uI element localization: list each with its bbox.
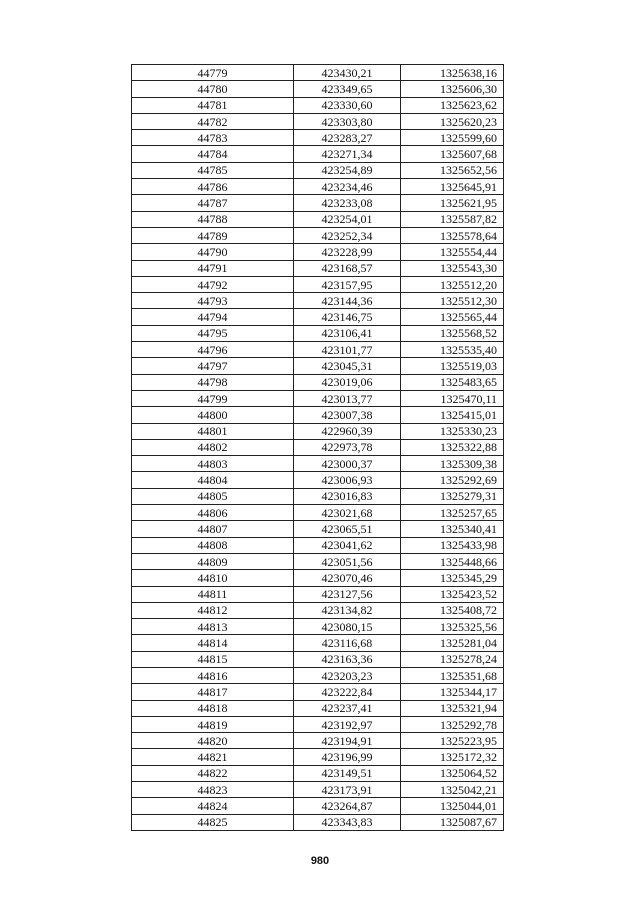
x-coordinate-cell: 423234,46	[294, 179, 401, 195]
point-number-cell: 44815	[132, 651, 294, 667]
y-coordinate-cell: 1325623,62	[401, 97, 504, 113]
table-row	[132, 309, 504, 325]
table-row	[132, 358, 504, 374]
point-number-cell: 44780	[132, 81, 294, 97]
table-row	[132, 293, 504, 309]
table-row	[132, 619, 504, 635]
y-coordinate-cell: 1325535,40	[401, 342, 504, 358]
y-coordinate-cell: 1325638,16	[401, 65, 504, 81]
table-row	[132, 390, 504, 406]
y-coordinate-cell: 1325512,30	[401, 293, 504, 309]
x-coordinate-cell: 423016,83	[294, 488, 401, 504]
y-coordinate-cell: 1325281,04	[401, 635, 504, 651]
y-coordinate-cell: 1325470,11	[401, 390, 504, 406]
y-coordinate-cell: 1325408,72	[401, 602, 504, 618]
y-coordinate-cell: 1325543,30	[401, 260, 504, 276]
x-coordinate-cell: 423343,83	[294, 814, 401, 830]
point-number-cell: 44785	[132, 162, 294, 178]
point-number-cell: 44789	[132, 227, 294, 243]
y-coordinate-cell: 1325415,01	[401, 407, 504, 423]
x-coordinate-cell: 423173,91	[294, 782, 401, 798]
point-number-cell: 44816	[132, 667, 294, 683]
table-row	[132, 733, 504, 749]
x-coordinate-cell: 423203,23	[294, 667, 401, 683]
point-number-cell: 44800	[132, 407, 294, 423]
table-row	[132, 146, 504, 162]
point-number-cell: 44817	[132, 684, 294, 700]
y-coordinate-cell: 1325606,30	[401, 81, 504, 97]
y-coordinate-cell: 1325044,01	[401, 798, 504, 814]
point-number-cell: 44819	[132, 716, 294, 732]
x-coordinate-cell: 423271,34	[294, 146, 401, 162]
table-row	[132, 749, 504, 765]
x-coordinate-cell: 423157,95	[294, 276, 401, 292]
point-number-cell: 44821	[132, 749, 294, 765]
table-row	[132, 342, 504, 358]
x-coordinate-cell: 423013,77	[294, 390, 401, 406]
x-coordinate-cell: 422960,39	[294, 423, 401, 439]
point-number-cell: 44824	[132, 798, 294, 814]
point-number-cell: 44811	[132, 586, 294, 602]
y-coordinate-cell: 1325172,32	[401, 749, 504, 765]
x-coordinate-cell: 423127,56	[294, 586, 401, 602]
point-number-cell: 44802	[132, 439, 294, 455]
y-coordinate-cell: 1325483,65	[401, 374, 504, 390]
point-number-cell: 44779	[132, 65, 294, 81]
y-coordinate-cell: 1325279,31	[401, 488, 504, 504]
y-coordinate-cell: 1325042,21	[401, 782, 504, 798]
point-number-cell: 44787	[132, 195, 294, 211]
x-coordinate-cell: 423192,97	[294, 716, 401, 732]
x-coordinate-cell: 423101,77	[294, 342, 401, 358]
y-coordinate-cell: 1325645,91	[401, 179, 504, 195]
table-row	[132, 472, 504, 488]
table-row	[132, 423, 504, 439]
x-coordinate-cell: 423196,99	[294, 749, 401, 765]
y-coordinate-cell: 1325607,68	[401, 146, 504, 162]
table-row	[132, 553, 504, 569]
x-coordinate-cell: 423065,51	[294, 521, 401, 537]
point-number-cell: 44783	[132, 130, 294, 146]
y-coordinate-cell: 1325433,98	[401, 537, 504, 553]
point-number-cell: 44801	[132, 423, 294, 439]
point-number-cell: 44807	[132, 521, 294, 537]
point-number-cell: 44805	[132, 488, 294, 504]
table-row	[132, 407, 504, 423]
x-coordinate-cell: 423051,56	[294, 553, 401, 569]
x-coordinate-cell: 423194,91	[294, 733, 401, 749]
point-number-cell: 44804	[132, 472, 294, 488]
point-number-cell: 44820	[132, 733, 294, 749]
page-number: 980	[310, 855, 330, 867]
y-coordinate-cell: 1325292,69	[401, 472, 504, 488]
point-number-cell: 44823	[132, 782, 294, 798]
y-coordinate-cell: 1325448,66	[401, 553, 504, 569]
x-coordinate-cell: 423116,68	[294, 635, 401, 651]
table-row	[132, 439, 504, 455]
point-number-cell: 44791	[132, 260, 294, 276]
point-number-cell: 44792	[132, 276, 294, 292]
x-coordinate-cell: 423146,75	[294, 309, 401, 325]
x-coordinate-cell: 423237,41	[294, 700, 401, 716]
table-row	[132, 505, 504, 521]
y-coordinate-cell: 1325292,78	[401, 716, 504, 732]
point-number-cell: 44799	[132, 390, 294, 406]
table-row	[132, 521, 504, 537]
x-coordinate-cell: 423228,99	[294, 244, 401, 260]
table-row	[132, 635, 504, 651]
y-coordinate-cell: 1325330,23	[401, 423, 504, 439]
y-coordinate-cell: 1325621,95	[401, 195, 504, 211]
table-row	[132, 81, 504, 97]
table-row	[132, 97, 504, 113]
x-coordinate-cell: 423007,38	[294, 407, 401, 423]
table-row	[132, 374, 504, 390]
y-coordinate-cell: 1325599,60	[401, 130, 504, 146]
y-coordinate-cell: 1325512,20	[401, 276, 504, 292]
y-coordinate-cell: 1325278,24	[401, 651, 504, 667]
point-number-cell: 44790	[132, 244, 294, 260]
x-coordinate-cell: 423019,06	[294, 374, 401, 390]
x-coordinate-cell: 423233,08	[294, 195, 401, 211]
point-number-cell: 44797	[132, 358, 294, 374]
table-row	[132, 716, 504, 732]
table-row	[132, 651, 504, 667]
table-row	[132, 325, 504, 341]
table-row	[132, 602, 504, 618]
table-row	[132, 113, 504, 129]
y-coordinate-cell: 1325321,94	[401, 700, 504, 716]
x-coordinate-cell: 423045,31	[294, 358, 401, 374]
table-row	[132, 162, 504, 178]
y-coordinate-cell: 1325257,65	[401, 505, 504, 521]
x-coordinate-cell: 423264,87	[294, 798, 401, 814]
point-number-cell: 44803	[132, 456, 294, 472]
y-coordinate-cell: 1325340,41	[401, 521, 504, 537]
table-row	[132, 179, 504, 195]
table-row	[132, 570, 504, 586]
y-coordinate-cell: 1325325,56	[401, 619, 504, 635]
point-number-cell: 44809	[132, 553, 294, 569]
table-row	[132, 260, 504, 276]
point-number-cell: 44813	[132, 619, 294, 635]
y-coordinate-cell: 1325223,95	[401, 733, 504, 749]
x-coordinate-cell: 423303,80	[294, 113, 401, 129]
x-coordinate-cell: 423330,60	[294, 97, 401, 113]
point-number-cell: 44808	[132, 537, 294, 553]
table-row	[132, 130, 504, 146]
table-row	[132, 586, 504, 602]
y-coordinate-cell: 1325087,67	[401, 814, 504, 830]
point-number-cell: 44814	[132, 635, 294, 651]
x-coordinate-cell: 423070,46	[294, 570, 401, 586]
y-coordinate-cell: 1325578,64	[401, 227, 504, 243]
y-coordinate-cell: 1325344,17	[401, 684, 504, 700]
table-row	[132, 211, 504, 227]
x-coordinate-cell: 423134,82	[294, 602, 401, 618]
table-row	[132, 700, 504, 716]
x-coordinate-cell: 423163,36	[294, 651, 401, 667]
table-row	[132, 667, 504, 683]
point-number-cell: 44818	[132, 700, 294, 716]
y-coordinate-cell: 1325322,88	[401, 439, 504, 455]
x-coordinate-cell: 423106,41	[294, 325, 401, 341]
y-coordinate-cell: 1325565,44	[401, 309, 504, 325]
table-row	[132, 276, 504, 292]
point-number-cell: 44784	[132, 146, 294, 162]
y-coordinate-cell: 1325652,56	[401, 162, 504, 178]
x-coordinate-cell: 423254,01	[294, 211, 401, 227]
x-coordinate-cell: 423149,51	[294, 765, 401, 781]
y-coordinate-cell: 1325423,52	[401, 586, 504, 602]
point-number-cell: 44825	[132, 814, 294, 830]
x-coordinate-cell: 423144,36	[294, 293, 401, 309]
y-coordinate-cell: 1325568,52	[401, 325, 504, 341]
y-coordinate-cell: 1325554,44	[401, 244, 504, 260]
x-coordinate-cell: 423254,89	[294, 162, 401, 178]
point-number-cell: 44786	[132, 179, 294, 195]
point-number-cell: 44794	[132, 309, 294, 325]
point-number-cell: 44810	[132, 570, 294, 586]
point-number-cell: 44796	[132, 342, 294, 358]
point-number-cell: 44795	[132, 325, 294, 341]
table-row	[132, 244, 504, 260]
point-number-cell: 44782	[132, 113, 294, 129]
y-coordinate-cell: 1325064,52	[401, 765, 504, 781]
table-row	[132, 765, 504, 781]
x-coordinate-cell: 423283,27	[294, 130, 401, 146]
table-row	[132, 684, 504, 700]
table-row	[132, 65, 504, 81]
table-row	[132, 798, 504, 814]
x-coordinate-cell: 423430,21	[294, 65, 401, 81]
x-coordinate-cell: 422973,78	[294, 439, 401, 455]
point-number-cell: 44822	[132, 765, 294, 781]
y-coordinate-cell: 1325309,38	[401, 456, 504, 472]
x-coordinate-cell: 423021,68	[294, 505, 401, 521]
table-row	[132, 456, 504, 472]
x-coordinate-cell: 423222,84	[294, 684, 401, 700]
x-coordinate-cell: 423080,15	[294, 619, 401, 635]
x-coordinate-cell: 423041,62	[294, 537, 401, 553]
x-coordinate-cell: 423252,34	[294, 227, 401, 243]
y-coordinate-cell: 1325345,29	[401, 570, 504, 586]
table-row	[132, 195, 504, 211]
point-number-cell: 44798	[132, 374, 294, 390]
table-row	[132, 814, 504, 830]
point-number-cell: 44793	[132, 293, 294, 309]
table-row	[132, 537, 504, 553]
x-coordinate-cell: 423006,93	[294, 472, 401, 488]
x-coordinate-cell: 423000,37	[294, 456, 401, 472]
point-number-cell: 44812	[132, 602, 294, 618]
table-row	[132, 782, 504, 798]
table-row	[132, 227, 504, 243]
y-coordinate-cell: 1325519,03	[401, 358, 504, 374]
y-coordinate-cell: 1325620,23	[401, 113, 504, 129]
x-coordinate-cell: 423168,57	[294, 260, 401, 276]
point-number-cell: 44788	[132, 211, 294, 227]
y-coordinate-cell: 1325587,82	[401, 211, 504, 227]
coordinates-table	[131, 64, 504, 831]
y-coordinate-cell: 1325351,68	[401, 667, 504, 683]
point-number-cell: 44806	[132, 505, 294, 521]
table-row	[132, 488, 504, 504]
point-number-cell: 44781	[132, 97, 294, 113]
coordinates-table-body	[132, 65, 504, 831]
x-coordinate-cell: 423349,65	[294, 81, 401, 97]
